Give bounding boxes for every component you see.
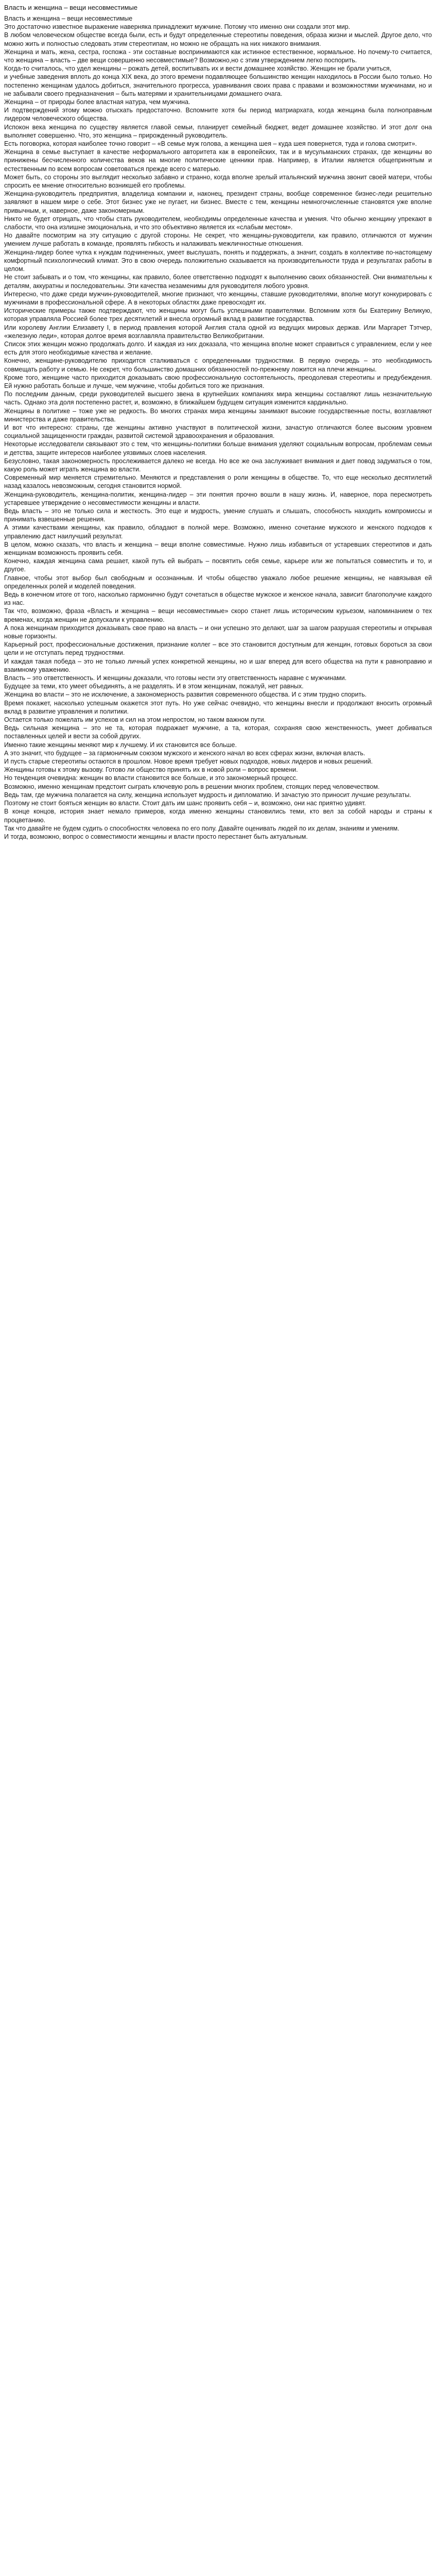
article-paragraph: Карьерный рост, профессиональные достижения, признание коллег – все это становится доступным для женщин, готовых бороться за свои цели и не отступать перед трудностями. bbox=[4, 641, 432, 657]
article-paragraph: Не стоит забывать и о том, что женщины, как правило, более ответственно подходят к выполнению своих обязанностей. Они внимательны к деталям, аккуратны и последовательны. Эти качества незаменимы для руководителя любого уровня. bbox=[4, 274, 432, 290]
article-paragraph: Ведь власть – это не только сила и жесткость. Это еще и мудрость, умение слушать и слышать, способность находить компромиссы и принимать взвешенные решения. bbox=[4, 507, 432, 523]
article-paragraph: И тогда, возможно, вопрос о совместимости женщины и власти просто перестанет быть актуальным. bbox=[4, 833, 308, 840]
article-paragraph: Поэтому не стоит бояться женщин во власти. Стоит дать им шанс проявить себя – и, возможно, они нас приятно удивят. bbox=[4, 800, 366, 807]
article-paragraph: По последним данным, среди руководителей высшего звена в крупнейших компаниях мира женщины составляют лишь незначительную часть. Однако эта доля постепенно растет, и, возможно, в ближайшем будущем ситуация изменится кардинально. bbox=[4, 391, 432, 406]
article-paragraph: Конечно, женщине-руководителю приходится сталкиваться с определенными трудностями. В первую очередь – это необходимость совмещать работу и семью. Не секрет, что большинство домашних обязанностей по-прежнему ложится на плечи женщины. bbox=[4, 357, 432, 373]
article-paragraph: В любом человеческом обществе всегда были, есть и будут определенные стереотипы поведения, образа жизни и мыслей. Другое дело, что можно жить и полностью следовать этим стереотипам, но можно не обращать на них никакого внимания. bbox=[4, 31, 432, 47]
article-paragraph: Испокон века женщина по существу является главой семьи, планирует семейный бюджет, ведет домашнее хозяйство. И этот долг она выполняет совершенно. Что, это женщина – прирожденный руководитель. bbox=[4, 123, 432, 139]
article-body bbox=[4, 14, 432, 841]
article-paragraph: Когда-то считалось, что удел женщины – рожать детей, воспитывать их и вести домашнее хозяйство. Женщин не брали учиться, bbox=[4, 65, 392, 73]
article-paragraph: А пока женщинам приходится доказывать свое право на власть – и они успешно это делают, шаг за шагом разрушая стереотипы и открывая новые горизонты. bbox=[4, 624, 432, 640]
article-paragraph: Время покажет, насколько успешным окажется этот путь. Но уже сейчас очевидно, что женщины внесли и продолжают вносить огромный вклад в развитие управления и политики. bbox=[4, 699, 432, 715]
article-paragraph: Никто не будет отрицать, что чтобы стать руководителем, необходимы определенные качества и умения. Что обычно женщину упрекают в слабости, что она излишне эмоциональна, и что это объективно является их «слабым местом». bbox=[4, 215, 432, 231]
article-paragraph: В конце концов, история знает немало примеров, когда именно женщины становились теми, кто вел за собой народы и страны к процветанию. bbox=[4, 808, 432, 824]
article-paragraph: Женщина-лидер более чутка к нуждам подчиненных, умеет выслушать, понять и поддержать, а значит, создать в коллективе по-настоящему комфортный психологический климат. Это в свою очередь положительно сказывается на производительности труда и результатах работы в целом. bbox=[4, 248, 432, 273]
article-paragraph: Женщины в политике – тоже уже не редкость. Во многих странах мира женщины занимают высокие государственные посты, возглавляют министерства и даже правительства. bbox=[4, 407, 432, 423]
article-paragraph: Именно такие женщины меняют мир к лучшему. И их становится все больше. bbox=[4, 741, 237, 749]
article-paragraph: Кроме того, женщине часто приходится доказывать свою профессиональную состоятельность, преодолевая стереотипы и предубеждения. Ей нужно работать больше и лучше, чем мужчине, чтобы добиться того же признания. bbox=[4, 374, 432, 389]
article-paragraph: Женщина-руководитель, женщина-политик, женщина-лидер – эти понятия прочно вошли в нашу жизнь. И, наверное, пора пересмотреть устаревшее утверждение о несовместимости женщины и власти. bbox=[4, 490, 432, 506]
article-paragraph: и учебные заведения вплоть до конца XIX века, до этого времени подавляющее большинство женщин находилось в России было только. Но постепенно женщинам удалось добиться, значительного прогресса, уравнивания своих права с правами и возможностями мужчинами, но и не забывали своего предназначения – быть матерями и хранительницами домашнего очага. bbox=[4, 73, 432, 97]
article-paragraph: Власть и женщина – вещи несовместимые bbox=[4, 15, 133, 22]
article-paragraph: Это достаточно известное выражение наверняка принадлежит мужчине. Потому что именно они создали этот мир. bbox=[4, 23, 351, 31]
article-paragraph: Так что давайте не будем судить о способностях человека по его полу. Давайте оценивать людей по их делам, знаниям и умениям. bbox=[4, 824, 399, 832]
article-paragraph: Но давайте посмотрим на эту ситуацию с другой стороны. Не секрет, что женщины-руководители, как правило, отличаются от мужчин умением лучше работать в команде, проявлять гибкость и налаживать межличностные отношения. bbox=[4, 232, 432, 248]
article-paragraph: Интересно, что даже среди мужчин-руководителей, многие признают, что женщины, ставшие руководителями, вполне могут конкурировать с мужчинами в профессиональной сфере. А в некоторых областях даже превосходят их. bbox=[4, 290, 432, 306]
article-paragraph: Ведь в конечном итоге от того, насколько гармонично будут сочетаться в обществе мужское и женское начала, зависит благополучие каждого из нас. bbox=[4, 591, 432, 607]
article-paragraph: И пусть старые стереотипы остаются в прошлом. Новое время требует новых подходов, новых лидеров и новых решений. bbox=[4, 758, 373, 766]
article-paragraph: Так что, возможно, фраза «Власть и женщина – вещи несовместимые» скоро станет лишь историческим курьезом, напоминанием о тех временах, когда женщин не допускали к управлению. bbox=[4, 607, 432, 623]
article-paragraph: Современный мир меняется стремительно. Меняются и представления о роли женщины в обществе. То, что еще несколько десятилетий назад казалось невозможным, сегодня становится нормой. bbox=[4, 474, 432, 490]
article-paragraph: Или королеву Англии Елизавету I, в период правления которой Англия стала одной из ведущих мировых держав. Или Маргарет Тэтчер, «железную леди», которая долгое время возглавляла правительство Великобритании. bbox=[4, 324, 432, 340]
article-paragraph: Ведь сильная женщина – это не та, которая подражает мужчине, а та, которая, сохраняя свою женственность, умеет добиваться поставленных целей и вести за собой других. bbox=[4, 724, 432, 740]
article-paragraph: Возможно, именно женщинам предстоит сыграть ключевую роль в решении многих проблем, стоящих перед человечеством. bbox=[4, 783, 380, 790]
article-paragraph: Но тенденция очевидна: женщин во власти становится все больше, и это закономерный процесс. bbox=[4, 774, 298, 782]
article-paragraph: Некоторые исследователи связывают это с тем, что женщины-политики больше внимания уделяют социальным вопросам, проблемам семьи и детства, защите интересов наиболее уязвимых слоев населения. bbox=[4, 440, 432, 456]
article-paragraph: Женщина-руководитель предприятия, владелица компании и, наконец, президент страны, вообще современное бизнес-леди решительно заявляют в нашем мире о себе. Этот бизнес уже не пугает, ни бизнес. Вместе с тем, женщины немногочисленные становятся уже вполне привычным, и, наверное, даже закономерным. bbox=[4, 190, 432, 214]
article-paragraph: Конечно, каждая женщина сама решает, какой путь ей выбрать – посвятить себя семье, карьере или же попытаться совместить и то, и другое. bbox=[4, 557, 432, 573]
article-paragraph: А этими качествами женщины, как правило, обладают в полной мере. Возможно, именно сочетание мужского и женского подходов к управлению даст наилучший результат. bbox=[4, 524, 432, 540]
article-paragraph: Женщины готовы к этому вызову. Готово ли общество принять их в новой роли – вопрос времени. bbox=[4, 766, 298, 774]
article-paragraph: Может быть, со стороны это выглядит несколько забавно и странно, когда вполне зрелый итальянский мужчина звонит своей матери, чтобы спросить ее мнение относительно возникшей его проблемы. bbox=[4, 173, 432, 190]
article-paragraph: Женщина в семье выступает в качестве неформального авторитета как в европейских, так и в мусульманских странах, где женщины во принижены бесчисленного количества веков на многие политические ценники прав. Например, в Италии является общепринятым и естественным по всем вопросам советоваться прежде всего с матерью. bbox=[4, 148, 432, 173]
article-title: Власть и женщина – вещи несовместимые bbox=[4, 4, 138, 11]
article-paragraph: И вот что интересно: страны, где женщины активно участвуют в политической жизни, зачастую отличаются более высоким уровнем социальной защищенности граждан, развитой системой здравоохранения и образования. bbox=[4, 423, 432, 440]
article-paragraph: Главное, чтобы этот выбор был свободным и осознанным. И чтобы общество уважало любое решение женщины, не навязывая ей определенных ролей и моделей поведения. bbox=[4, 574, 432, 590]
article-paragraph: Остается только пожелать им успехов и сил на этом непростом, но таком важном пути. bbox=[4, 716, 266, 724]
article-paragraph: Женщина во власти – это не исключение, а закономерность развития современного общества. И с этим трудно спорить. bbox=[4, 691, 367, 699]
article-paragraph: Список этих женщин можно продолжать долго. И каждая из них доказала, что женщина вполне может справиться с управлением, если у нее есть для этого необходимые качества и желание. bbox=[4, 340, 432, 357]
article-paragraph: Безусловно, такая закономерность прослеживается далеко не всегда. Но все же она заслуживает внимания и дает повод задуматься о том, какую роль может играть женщина во власти. bbox=[4, 457, 432, 473]
article-paragraph: Есть поговорка, которая наиболее точно говорит – «В семье муж голова, а женщина шея – куда шея повернется, туда и голова смотрит». bbox=[4, 140, 417, 148]
article-paragraph: И каждая такая победа – это не только личный успех конкретной женщины, но и шаг вперед для всего общества на пути к равноправию и взаимному уважению. bbox=[4, 657, 432, 673]
article-paragraph: Исторические примеры также подтверждают, что женщины могут быть успешными правителями. Вспомним хотя бы Екатерину Великую, которая управляла Россией более трех десятилетий и внесла огромный вклад в развитие государства. bbox=[4, 307, 432, 323]
article-paragraph: И подтверждений этому можно отыскать предостаточно. Вспомните хотя бы период матриархата, когда женщина была полноправным лидером человеческого общества. bbox=[4, 107, 432, 123]
article-paragraph: Будущее за теми, кто умеет объединять, а не разделять. И в этом женщинам, пожалуй, нет равных. bbox=[4, 683, 304, 690]
article-paragraph: Власть – это ответственность. И женщины доказали, что готовы нести эту ответственность наравне с мужчинами. bbox=[4, 674, 347, 682]
article-paragraph: А это значит, что будущее – за гармоничным союзом мужского и женского начал во всех сферах жизни, включая власть. bbox=[4, 749, 365, 757]
article-paragraph: Женщина – от природы более властная натура, чем мужчина. bbox=[4, 98, 190, 106]
article-paragraph: Женщина и мать, жена, сестра, госпожа - эти составные воспринимаются как истинное естественное, нормальное. Но почему-то считается, что женщина – власть – две вещи совершенно несовместимые? Возможно,но с этим утверждением легко поспорить. bbox=[4, 48, 432, 64]
article-paragraph: В целом, можно сказать, что власть и женщина – вещи вполне совместимые. Нужно лишь избавиться от устаревших стереотипов и дать женщинам возможность проявить себя. bbox=[4, 540, 432, 556]
article-paragraph: Ведь там, где мужчина полагается на силу, женщина использует мудрость и дипломатию. И зачастую это приносит лучшие результаты. bbox=[4, 791, 411, 799]
